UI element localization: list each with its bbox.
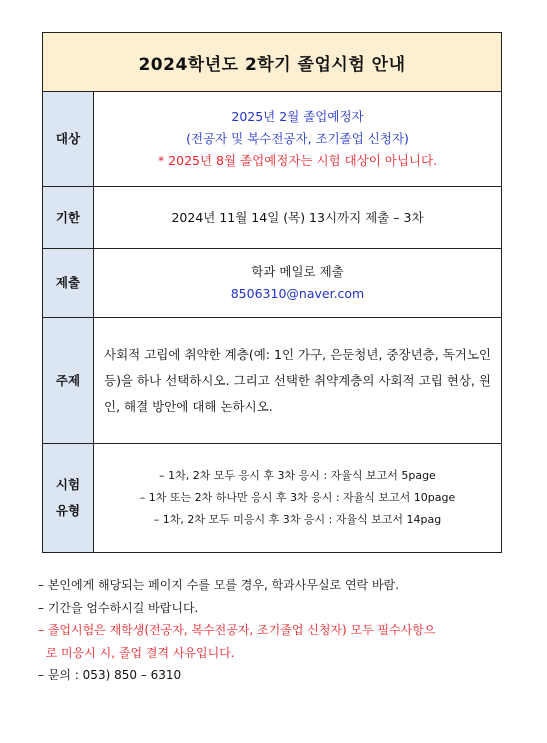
label-exam-type-line-2: 유형 — [55, 503, 81, 518]
label-submission: 제출 — [43, 249, 94, 317]
submission-email: 8506310@naver.com — [230, 286, 365, 301]
label-subject: 주제 — [43, 318, 94, 443]
notice-table — [42, 32, 502, 553]
row-submission — [43, 249, 501, 318]
exam-type-item-3: – 1차, 2차 모두 미응시 후 3차 응시 : 자율식 보고서 14pag — [153, 513, 442, 526]
deadline-text: 2024년 11월 14일 (목) 13시까지 제출 – 3차 — [171, 209, 424, 225]
label-deadline: 기한 — [43, 187, 94, 248]
row-subject — [43, 318, 501, 444]
subject-text: 사회적 고립에 취약한 계층(예: 1인 가구, 은둔청년, 중장년층, 독거노인 등)을 하나 선택하시오. 그리고 선택한 취약계층의 사회적 고립 현상, 원인, 해결 방안에 대해 논하시오. — [104, 346, 491, 414]
note-5: – 문의 : 053) 850 – 6310 — [38, 668, 182, 682]
label-exam-type-line-1: 시험 — [55, 477, 81, 492]
target-line-2: (전공자 및 복수전공자, 조기졸업 신청자) — [186, 131, 409, 146]
exam-type-item-2: – 1차 또는 2차 하나만 응시 후 3차 응시 : 자율식 보고서 10page — [139, 491, 456, 504]
label-target: 대상 — [43, 92, 94, 186]
content-exam-type — [94, 444, 501, 552]
target-line-1: 2025년 2월 졸업예정자 — [231, 109, 364, 124]
row-target — [43, 92, 501, 187]
notes-list — [38, 574, 508, 687]
content-target — [94, 92, 501, 186]
label-exam-type — [43, 444, 94, 552]
notice-title: 2024학년도 2학기 졸업시험 안내 — [43, 33, 501, 92]
content-subject — [94, 318, 501, 443]
content-submission — [94, 249, 501, 317]
note-2: – 기간을 엄수하시길 바랍니다. — [38, 600, 199, 615]
note-4: 로 미응시 시, 졸업 결격 사유입니다. — [38, 645, 235, 660]
note-3: – 졸업시험은 재학생(전공자, 복수전공자, 조기졸업 신청자) 모두 필수사항으 — [38, 623, 436, 637]
exam-type-item-1: – 1차, 2차 모두 응시 후 3차 응시 : 자율식 보고서 5page — [159, 469, 436, 482]
note-1: – 본인에게 해당되는 페이지 수를 모를 경우, 학과사무실로 연락 바람. — [38, 578, 399, 592]
target-line-3: * 2025년 8월 졸업예정자는 시험 대상이 아닙니다. — [157, 153, 438, 168]
submission-text: 학과 메일로 제출 — [251, 264, 344, 279]
row-exam-type — [43, 444, 501, 552]
content-deadline — [94, 187, 501, 248]
row-deadline — [43, 187, 501, 249]
